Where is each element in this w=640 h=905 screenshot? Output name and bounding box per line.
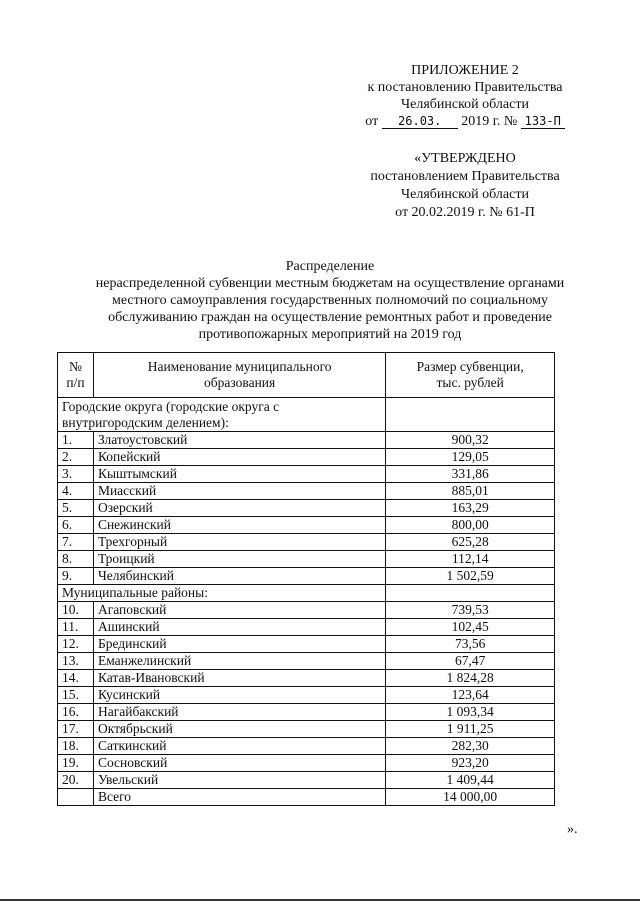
table-row — [58, 619, 555, 636]
row-municipality: Катав-Ивановский — [93, 670, 385, 687]
row-number: 6. — [58, 517, 94, 534]
header-amount-line-2: тыс. рублей — [436, 375, 504, 390]
table-row — [58, 670, 555, 687]
row-municipality: Копейский — [93, 449, 385, 466]
section-empty-cell — [386, 585, 555, 602]
table-row — [58, 602, 555, 619]
table-row — [58, 772, 555, 789]
appendix-date-line — [330, 113, 600, 130]
section-row-districts — [58, 585, 555, 602]
table-row — [58, 466, 555, 483]
decree-number-field: 133-П — [521, 115, 565, 129]
row-number: 10. — [58, 602, 94, 619]
row-number: 20. — [58, 772, 94, 789]
row-municipality: Нагайбакский — [93, 704, 385, 721]
appendix-line-2: Челябинской области — [401, 97, 529, 112]
total-amount: 14 000,00 — [386, 789, 555, 806]
row-amount: 900,32 — [386, 432, 555, 449]
row-municipality: Челябинский — [93, 568, 385, 585]
title-line-3: местного самоуправления государственных полномочий по социальному — [111, 293, 549, 308]
document-title — [40, 258, 620, 343]
date-field: 26.03. — [382, 115, 458, 129]
row-municipality: Озерский — [93, 500, 385, 517]
row-amount: 1 911,25 — [386, 721, 555, 738]
row-amount: 1 502,59 — [386, 568, 555, 585]
row-municipality: Миасский — [93, 483, 385, 500]
row-amount: 923,20 — [386, 755, 555, 772]
row-amount: 800,00 — [386, 517, 555, 534]
appendix-block — [330, 62, 600, 130]
table-row — [58, 568, 555, 585]
header-name-line-2: образования — [204, 375, 276, 390]
row-number: 1. — [58, 432, 94, 449]
row-municipality: Еманжелинский — [93, 653, 385, 670]
row-amount: 102,45 — [386, 619, 555, 636]
row-amount: 282,30 — [386, 738, 555, 755]
title-line-5: противопожарных мероприятий на 2019 год — [198, 327, 462, 342]
row-municipality: Троицкий — [93, 551, 385, 568]
row-number: 16. — [58, 704, 94, 721]
row-amount: 112,14 — [386, 551, 555, 568]
total-number-cell — [58, 789, 94, 806]
table-row — [58, 432, 555, 449]
row-amount: 1 409,44 — [386, 772, 555, 789]
row-number: 18. — [58, 738, 94, 755]
table-row — [58, 534, 555, 551]
section-empty-cell — [386, 398, 555, 432]
row-municipality: Кусинский — [93, 687, 385, 704]
table-row — [58, 721, 555, 738]
row-municipality: Трехгорный — [93, 534, 385, 551]
approved-line-1: «УТВЕРЖДЕНО — [414, 151, 516, 166]
header-number — [58, 353, 94, 398]
row-number: 4. — [58, 483, 94, 500]
row-amount: 739,53 — [386, 602, 555, 619]
total-label: Всего — [93, 789, 385, 806]
approved-line-3: Челябинской области — [401, 187, 529, 202]
table-row — [58, 704, 555, 721]
table-header-row — [58, 353, 555, 398]
row-amount: 331,86 — [386, 466, 555, 483]
table-row — [58, 500, 555, 517]
row-municipality: Брединский — [93, 636, 385, 653]
section-row-urban — [58, 398, 555, 432]
row-municipality: Кыштымский — [93, 466, 385, 483]
row-municipality: Октябрьский — [93, 721, 385, 738]
row-municipality: Снежинский — [93, 517, 385, 534]
table-row — [58, 636, 555, 653]
approved-block — [330, 150, 600, 222]
row-amount: 625,28 — [386, 534, 555, 551]
table-row — [58, 653, 555, 670]
row-number: 14. — [58, 670, 94, 687]
table-row — [58, 449, 555, 466]
row-amount: 123,64 — [386, 687, 555, 704]
title-line-1: Распределение — [285, 259, 375, 274]
closing-quote-mark: ». — [567, 822, 578, 837]
row-amount: 163,29 — [386, 500, 555, 517]
row-number: 7. — [58, 534, 94, 551]
row-amount: 885,01 — [386, 483, 555, 500]
row-municipality: Ашинский — [93, 619, 385, 636]
row-municipality: Увельский — [93, 772, 385, 789]
row-amount: 1 824,28 — [386, 670, 555, 687]
table-row — [58, 551, 555, 568]
section-label-urban: Городские округа (городские округа с внутригородским делением): — [58, 398, 386, 432]
table-row — [58, 738, 555, 755]
title-line-4: обслуживанию граждан на осуществление ремонтных работ и проведение — [108, 310, 552, 325]
header-amount — [386, 353, 555, 398]
scan-edge-line — [0, 899, 640, 901]
table-row — [58, 517, 555, 534]
row-number: 5. — [58, 500, 94, 517]
row-municipality: Златоустовский — [93, 432, 385, 449]
row-number: 11. — [58, 619, 94, 636]
section-label-districts: Муниципальные районы: — [58, 585, 386, 602]
appendix-title: ПРИЛОЖЕНИЕ 2 — [411, 63, 519, 78]
year-text: 2019 г. № — [461, 114, 518, 129]
row-municipality: Саткинский — [93, 738, 385, 755]
total-row — [58, 789, 555, 806]
subvention-table — [57, 352, 555, 806]
approved-line-4: от 20.02.2019 г. № 61-П — [395, 205, 535, 220]
row-number: 8. — [58, 551, 94, 568]
row-municipality: Агаповский — [93, 602, 385, 619]
row-amount: 1 093,34 — [386, 704, 555, 721]
approved-line-2: постановлением Правительства — [370, 169, 560, 184]
title-line-2: нераспределенной субвенции местным бюджетам на осуществление органами — [95, 276, 565, 291]
row-number: 13. — [58, 653, 94, 670]
row-number: 3. — [58, 466, 94, 483]
table-row — [58, 755, 555, 772]
row-number: 9. — [58, 568, 94, 585]
header-name-line-1: Наименование муниципального — [147, 359, 332, 374]
row-number: 17. — [58, 721, 94, 738]
row-amount: 73,56 — [386, 636, 555, 653]
table-row — [58, 483, 555, 500]
header-number-line-2: п/п — [66, 375, 85, 390]
header-number-line-1: № — [69, 359, 82, 374]
table-row — [58, 687, 555, 704]
row-amount: 67,47 — [386, 653, 555, 670]
row-municipality: Сосновский — [93, 755, 385, 772]
header-name — [93, 353, 385, 398]
header-amount-line-1: Размер субвенции, — [416, 359, 524, 374]
date-prefix: от — [365, 114, 379, 129]
appendix-line-1: к постановлению Правительства — [367, 80, 563, 95]
row-number: 12. — [58, 636, 94, 653]
row-number: 15. — [58, 687, 94, 704]
row-number: 19. — [58, 755, 94, 772]
row-amount: 129,05 — [386, 449, 555, 466]
row-number: 2. — [58, 449, 94, 466]
